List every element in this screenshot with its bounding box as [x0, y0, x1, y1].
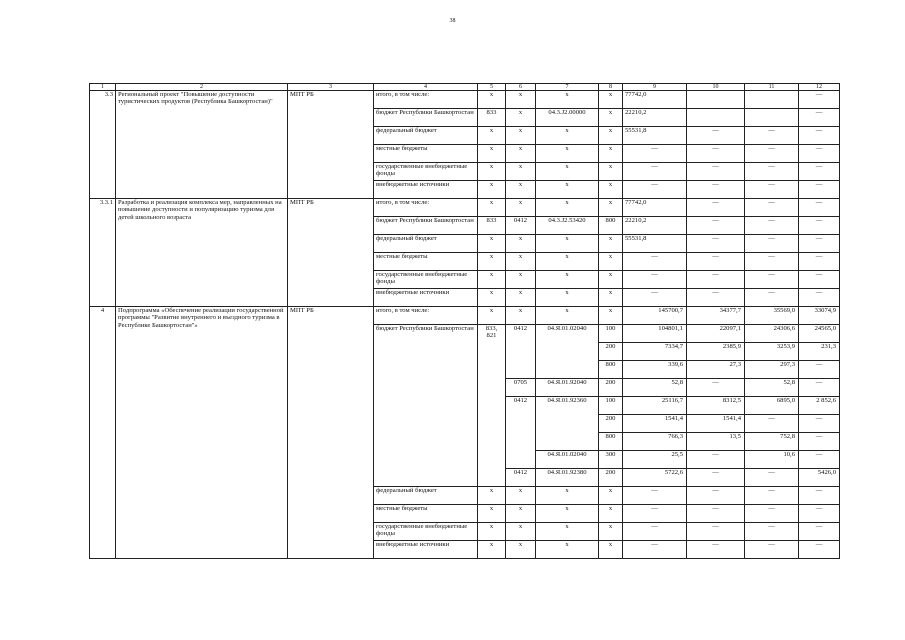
- year-value: 33074,9: [799, 307, 840, 325]
- expense-type-cell: 100: [599, 325, 623, 343]
- expense-type-cell: x: [599, 271, 623, 289]
- year-value: 27,3: [687, 361, 745, 379]
- budget-table: [89, 83, 840, 559]
- year-value: —: [799, 487, 840, 505]
- expense-type-cell: x: [599, 505, 623, 523]
- year-value: —: [745, 523, 799, 541]
- year-value: 3253,9: [745, 343, 799, 361]
- grbs-cell: x: [478, 127, 506, 145]
- year-value: —: [799, 541, 840, 559]
- target-item-cell: 04.Я.01.92380: [536, 469, 599, 487]
- expense-type-cell: x: [599, 253, 623, 271]
- section-cell: 0412: [506, 397, 536, 415]
- year-value: —: [799, 253, 840, 271]
- total-value: —: [623, 541, 687, 559]
- year-value: —: [745, 289, 799, 307]
- expense-type-cell: x: [599, 541, 623, 559]
- total-value: 77742,0: [623, 91, 687, 109]
- block33-number: 3.3: [90, 91, 116, 199]
- table-body: [90, 84, 840, 559]
- expense-type-cell: x: [599, 523, 623, 541]
- year-value: 297,3: [745, 361, 799, 379]
- section-cell: [506, 433, 536, 451]
- target-item-cell: 04.3.J2.00000: [536, 109, 599, 127]
- year-value: 6895,0: [745, 397, 799, 415]
- year-value: [745, 109, 799, 127]
- year-value: —: [687, 379, 745, 397]
- target-item-cell: x: [536, 523, 599, 541]
- section-cell: [506, 451, 536, 469]
- section-cell: [506, 415, 536, 433]
- total-value: 766,3: [623, 433, 687, 451]
- year-value: —: [687, 289, 745, 307]
- total-value: —: [623, 289, 687, 307]
- expense-type-cell: 800: [599, 217, 623, 235]
- section-cell: x: [506, 307, 536, 325]
- source-label: государственные внебюджетные фонды: [374, 271, 478, 289]
- section-cell: [506, 361, 536, 379]
- block331-name: Разработка и реализация комплекса мер, направленных на повышение доступности и популяризацию туризма для детей школьного возраста: [116, 199, 288, 307]
- target-item-cell: 04.Я.01.02040: [536, 325, 599, 343]
- total-value: 25116,7: [623, 397, 687, 415]
- year-value: 22097,1: [687, 325, 745, 343]
- column-header: 7: [536, 84, 599, 91]
- year-value: 34377,7: [687, 307, 745, 325]
- grbs-cell: x: [478, 163, 506, 181]
- section-cell: 0412: [506, 469, 536, 487]
- target-item-cell: x: [536, 163, 599, 181]
- year-value: —: [687, 523, 745, 541]
- expense-type-cell: x: [599, 199, 623, 217]
- block4-number: 4: [90, 307, 116, 559]
- block4-row: [90, 307, 840, 325]
- year-value: —: [687, 253, 745, 271]
- year-value: —: [745, 199, 799, 217]
- year-value: —: [799, 109, 840, 127]
- year-value: —: [687, 541, 745, 559]
- total-value: 52,8: [623, 379, 687, 397]
- grbs-cell: x: [478, 505, 506, 523]
- year-value: —: [799, 505, 840, 523]
- target-item-cell: x: [536, 235, 599, 253]
- source-label: местные бюджеты: [374, 505, 478, 523]
- target-item-cell: 04.Я.01.92360: [536, 397, 599, 415]
- section-cell: 0412: [506, 217, 536, 235]
- year-value: 5426,0: [799, 469, 840, 487]
- year-value: —: [687, 181, 745, 199]
- year-value: 8312,5: [687, 397, 745, 415]
- total-value: 25,5: [623, 451, 687, 469]
- grbs-cell: 833, 821: [478, 325, 506, 487]
- section-cell: x: [506, 271, 536, 289]
- column-header: 2: [116, 84, 288, 91]
- section-cell: x: [506, 487, 536, 505]
- year-value: 52,8: [745, 379, 799, 397]
- year-value: —: [799, 379, 840, 397]
- expense-type-cell: x: [599, 91, 623, 109]
- year-value: —: [745, 271, 799, 289]
- year-value: 10,6: [745, 451, 799, 469]
- year-value: —: [687, 199, 745, 217]
- year-value: —: [687, 487, 745, 505]
- year-value: —: [799, 433, 840, 451]
- target-item-cell: [536, 415, 599, 433]
- grbs-cell: x: [478, 235, 506, 253]
- year-value: [687, 109, 745, 127]
- expense-type-cell: 800: [599, 361, 623, 379]
- source-label: итого, в том числе:: [374, 199, 478, 217]
- target-item-cell: x: [536, 487, 599, 505]
- year-value: —: [799, 163, 840, 181]
- expense-type-cell: x: [599, 127, 623, 145]
- grbs-cell: x: [478, 145, 506, 163]
- total-value: 339,6: [623, 361, 687, 379]
- total-value: 22210,2: [623, 109, 687, 127]
- year-value: —: [687, 163, 745, 181]
- source-label: федеральный бюджет: [374, 127, 478, 145]
- year-value: —: [799, 289, 840, 307]
- total-value: 7334,7: [623, 343, 687, 361]
- section-cell: x: [506, 181, 536, 199]
- section-cell: x: [506, 199, 536, 217]
- source-label: бюджет Республики Башкортостан: [374, 109, 478, 127]
- section-cell: x: [506, 541, 536, 559]
- block4-name: Подпрограмма «Обеспечение реализации государственной программы "Развитие внутреннего и въездного туризма в Республике Башкортостан"»: [116, 307, 288, 559]
- year-value: 24306,6: [745, 325, 799, 343]
- year-value: —: [799, 523, 840, 541]
- source-label: федеральный бюджет: [374, 235, 478, 253]
- block331-executor: МПТ РБ: [288, 199, 374, 307]
- column-header: 6: [506, 84, 536, 91]
- year-value: 35569,0: [745, 307, 799, 325]
- source-label: местные бюджеты: [374, 253, 478, 271]
- year-value: —: [745, 487, 799, 505]
- year-value: 13,5: [687, 433, 745, 451]
- grbs-cell: x: [478, 307, 506, 325]
- section-cell: x: [506, 235, 536, 253]
- expense-type-cell: x: [599, 145, 623, 163]
- column-header: 11: [745, 84, 799, 91]
- year-value: —: [745, 541, 799, 559]
- expense-type-cell: 200: [599, 343, 623, 361]
- year-value: —: [687, 469, 745, 487]
- target-item-cell: x: [536, 199, 599, 217]
- total-value: 77742,0: [623, 199, 687, 217]
- target-item-cell: [536, 343, 599, 361]
- expense-type-cell: x: [599, 109, 623, 127]
- year-value: —: [745, 469, 799, 487]
- section-cell: x: [506, 505, 536, 523]
- year-value: —: [799, 127, 840, 145]
- expense-type-cell: 200: [599, 415, 623, 433]
- year-value: —: [745, 181, 799, 199]
- total-value: —: [623, 487, 687, 505]
- year-value: —: [799, 217, 840, 235]
- page-number: 38: [449, 18, 456, 24]
- grbs-cell: x: [478, 181, 506, 199]
- column-header: 9: [623, 84, 687, 91]
- year-value: —: [799, 145, 840, 163]
- year-value: —: [745, 505, 799, 523]
- section-cell: x: [506, 145, 536, 163]
- expense-type-cell: 200: [599, 469, 623, 487]
- column-header: 3: [288, 84, 374, 91]
- block33-executor: МПТ РБ: [288, 91, 374, 199]
- expense-type-cell: x: [599, 163, 623, 181]
- block33-row: [90, 91, 840, 109]
- year-value: [745, 91, 799, 109]
- target-item-cell: x: [536, 505, 599, 523]
- total-value: —: [623, 505, 687, 523]
- grbs-cell: x: [478, 271, 506, 289]
- grbs-cell: 833: [478, 217, 506, 235]
- target-item-cell: x: [536, 307, 599, 325]
- total-value: —: [623, 253, 687, 271]
- expense-type-cell: x: [599, 307, 623, 325]
- year-value: —: [745, 415, 799, 433]
- target-item-cell: x: [536, 289, 599, 307]
- year-value: 752,8: [745, 433, 799, 451]
- target-item-cell: x: [536, 127, 599, 145]
- year-value: —: [745, 127, 799, 145]
- source-label: бюджет Республики Башкортостан: [374, 217, 478, 235]
- total-value: —: [623, 145, 687, 163]
- section-cell: 0705: [506, 379, 536, 397]
- column-header: 10: [687, 84, 745, 91]
- total-value: 55531,8: [623, 127, 687, 145]
- block4-executor: МПТ РБ: [288, 307, 374, 559]
- source-label: внебюджетные источники: [374, 181, 478, 199]
- year-value: 1541,4: [687, 415, 745, 433]
- expense-type-cell: x: [599, 181, 623, 199]
- section-cell: x: [506, 289, 536, 307]
- expense-type-cell: 300: [599, 451, 623, 469]
- section-cell: x: [506, 523, 536, 541]
- year-value: —: [799, 235, 840, 253]
- block331-number: 3.3.1: [90, 199, 116, 307]
- year-value: —: [799, 415, 840, 433]
- section-cell: [506, 343, 536, 361]
- total-value: —: [623, 271, 687, 289]
- column-header: 8: [599, 84, 623, 91]
- section-cell: x: [506, 163, 536, 181]
- source-label: государственные внебюджетные фонды: [374, 523, 478, 541]
- total-value: 5722,6: [623, 469, 687, 487]
- target-item-cell: 04.3.J2.53420: [536, 217, 599, 235]
- header-row: [90, 84, 840, 91]
- year-value: —: [745, 217, 799, 235]
- block331-row: [90, 199, 840, 217]
- total-value: —: [623, 523, 687, 541]
- section-cell: 0412: [506, 325, 536, 343]
- column-header: 12: [799, 84, 840, 91]
- column-header: 1: [90, 84, 116, 91]
- grbs-cell: x: [478, 541, 506, 559]
- grbs-cell: 833: [478, 109, 506, 127]
- year-value: —: [745, 145, 799, 163]
- source-label: итого, в том числе:: [374, 91, 478, 109]
- year-value: —: [745, 253, 799, 271]
- target-item-cell: x: [536, 91, 599, 109]
- year-value: —: [799, 451, 840, 469]
- year-value: —: [687, 235, 745, 253]
- total-value: 1541,4: [623, 415, 687, 433]
- total-value: 104801,1: [623, 325, 687, 343]
- year-value: —: [687, 451, 745, 469]
- year-value: —: [799, 181, 840, 199]
- total-value: —: [623, 181, 687, 199]
- year-value: —: [745, 235, 799, 253]
- source-label: внебюджетные источники: [374, 289, 478, 307]
- source-label: местные бюджеты: [374, 145, 478, 163]
- target-item-cell: [536, 361, 599, 379]
- expense-type-cell: x: [599, 235, 623, 253]
- target-item-cell: x: [536, 253, 599, 271]
- grbs-cell: x: [478, 253, 506, 271]
- target-item-cell: x: [536, 145, 599, 163]
- year-value: —: [799, 361, 840, 379]
- expense-type-cell: 100: [599, 397, 623, 415]
- year-value: 2 852,6: [799, 397, 840, 415]
- block33-name: Региональный проект "Повышение доступности туристических продуктов (Республика Башкортостан)": [116, 91, 288, 199]
- year-value: —: [687, 505, 745, 523]
- target-item-cell: x: [536, 271, 599, 289]
- year-value: 231,3: [799, 343, 840, 361]
- year-value: —: [745, 163, 799, 181]
- total-value: —: [623, 163, 687, 181]
- source-label: федеральный бюджет: [374, 487, 478, 505]
- expense-type-cell: 800: [599, 433, 623, 451]
- section-cell: x: [506, 91, 536, 109]
- total-value: 55531,8: [623, 235, 687, 253]
- target-item-cell: 04.Я.01.02040: [536, 451, 599, 469]
- column-header: 5: [478, 84, 506, 91]
- grbs-cell: x: [478, 91, 506, 109]
- source-label: итого, в том числе:: [374, 307, 478, 325]
- section-cell: x: [506, 253, 536, 271]
- source-label: государственные внебюджетные фонды: [374, 163, 478, 181]
- grbs-cell: x: [478, 487, 506, 505]
- source-label: внебюджетные источники: [374, 541, 478, 559]
- year-value: 24565,0: [799, 325, 840, 343]
- budget-table-wrapper: [89, 83, 839, 559]
- grbs-cell: x: [478, 289, 506, 307]
- grbs-cell: x: [478, 199, 506, 217]
- year-value: 2385,9: [687, 343, 745, 361]
- total-value: 145700,7: [623, 307, 687, 325]
- year-value: —: [799, 91, 840, 109]
- target-item-cell: [536, 433, 599, 451]
- year-value: —: [687, 217, 745, 235]
- expense-type-cell: 200: [599, 379, 623, 397]
- year-value: —: [687, 127, 745, 145]
- year-value: —: [687, 145, 745, 163]
- target-item-cell: x: [536, 181, 599, 199]
- year-value: [687, 91, 745, 109]
- year-value: —: [799, 271, 840, 289]
- section-cell: x: [506, 127, 536, 145]
- expense-type-cell: x: [599, 289, 623, 307]
- total-value: 22210,2: [623, 217, 687, 235]
- section-cell: x: [506, 109, 536, 127]
- year-value: —: [687, 271, 745, 289]
- grbs-cell: x: [478, 523, 506, 541]
- year-value: —: [799, 199, 840, 217]
- target-item-cell: 04.Я.01.92040: [536, 379, 599, 397]
- expense-type-cell: x: [599, 487, 623, 505]
- target-item-cell: x: [536, 541, 599, 559]
- budget-label: бюджет Республики Башкортостан: [374, 325, 478, 487]
- column-header: 4: [374, 84, 478, 91]
